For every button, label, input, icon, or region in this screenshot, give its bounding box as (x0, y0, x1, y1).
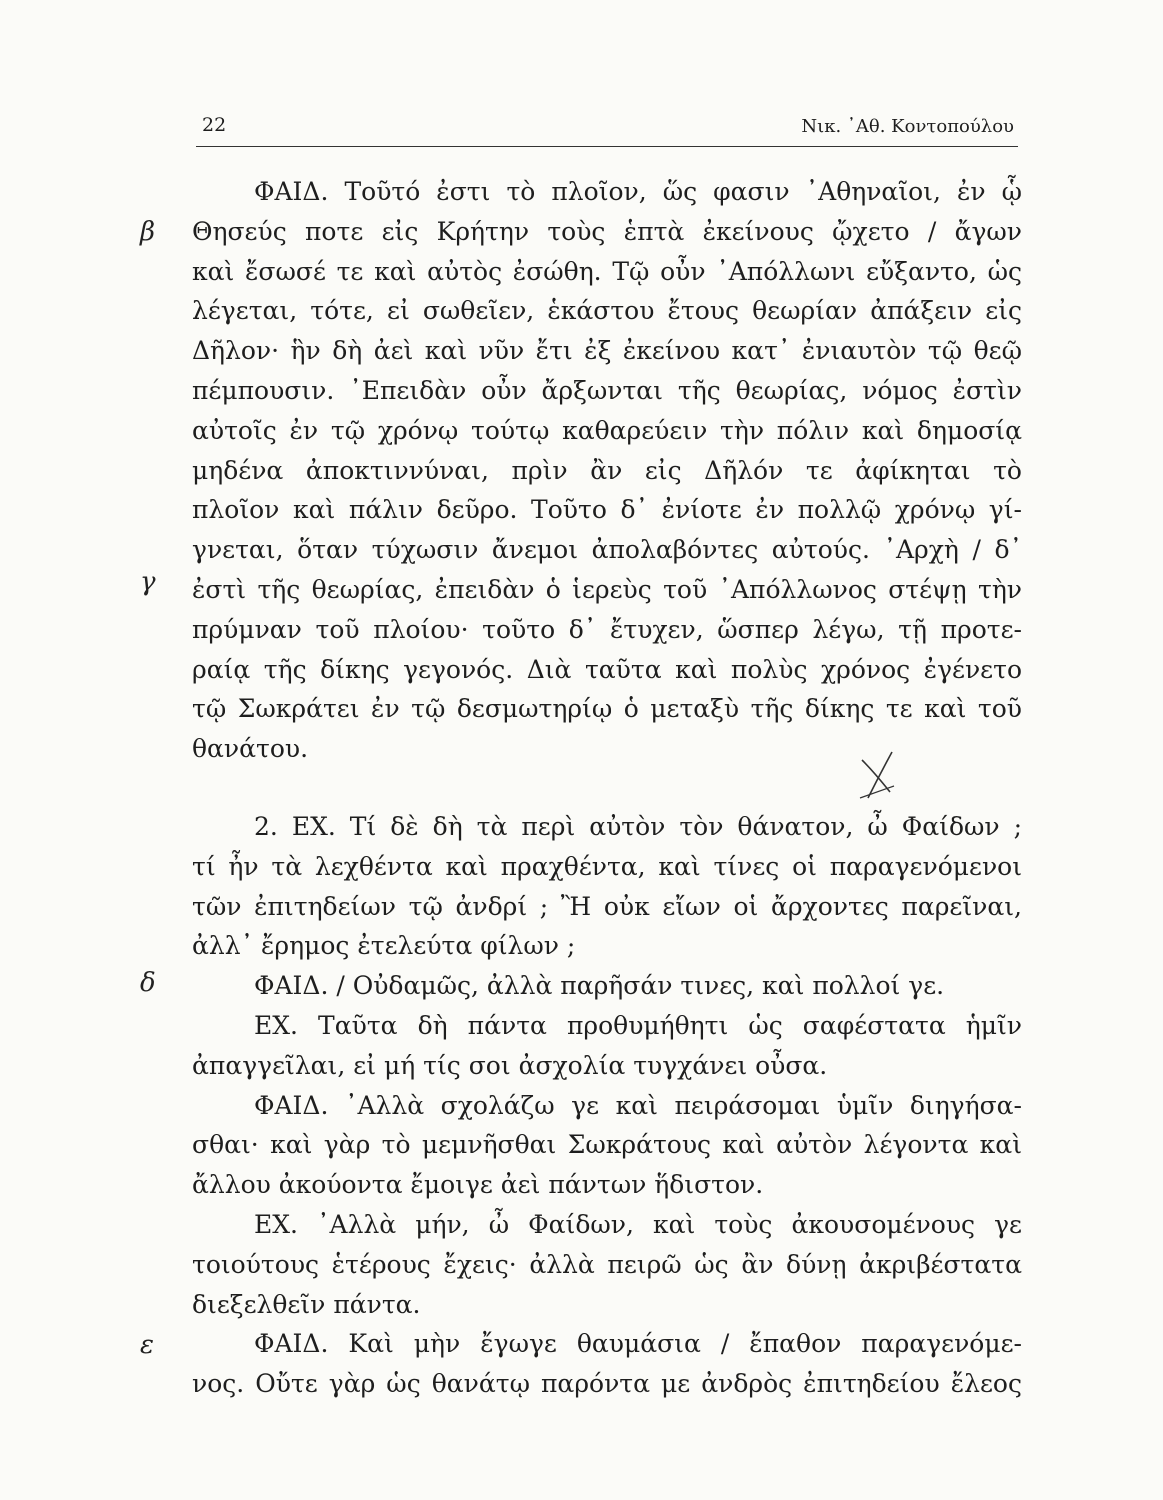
margin-letter-gamma: γ (140, 567, 156, 597)
margin-letter-beta: β (140, 217, 156, 247)
paragraph-echekrates-request (192, 1006, 1022, 1086)
margin-letter-delta: δ (140, 968, 156, 998)
paragraph-echekrates-question (192, 807, 1022, 966)
section-gap (192, 769, 1022, 807)
text-line: τῷ Σωκράτει ἐν τῷ δεσμωτηρίῳ ὁ μεταξὺ τῆς δίκης τε καὶ τοῦ (192, 694, 1022, 724)
text-line: νος. Οὔτε γὰρ ὡς θανάτῳ παρόντα με ἀνδρὸς ἐπιτηδείου ἔλεος (192, 1369, 1022, 1399)
text-line: 2. ΕΧ. Τί δὲ δὴ τὰ περὶ αὐτὸν τὸν θάνατον, ὦ Φαίδων ; (254, 811, 1022, 841)
text-line: πλοῖον καὶ πάλιν δεῦρο. Τοῦτο δ᾿ ἐνίοτε ἐν πολλῷ χρόνῳ γί- (192, 495, 1022, 525)
paragraph-phaidon-leisure (192, 1086, 1022, 1205)
text-line: τῶν ἐπιτηδείων τῷ ἀνδρί ; Ἢ οὐκ εἴων οἱ ἄρχοντες παρεῖναι, (192, 891, 1022, 921)
text-line: Θησεύς ποτε εἰς Κρήτην τοὺς ἑπτὰ ἐκείνους ᾤχετο / ἄγων (192, 216, 1022, 246)
text-line: ΕΧ. Ταῦτα δὴ πάντα προθυμήθητι ὡς σαφέστατα ἡμῖν (254, 1010, 1022, 1040)
text-line: σθαι· καὶ γὰρ τὸ μεμνῆσθαι Σωκράτους καὶ αὐτὸν λέγοντα καὶ (192, 1130, 1022, 1160)
text-line: μηδένα ἀποκτιννύναι, πρὶν ἂν εἰς Δῆλόν τε ἀφίκηται τὸ (192, 455, 1022, 485)
text-line: καὶ ἔσωσέ τε καὶ αὐτὸς ἐσώθη. Τῷ οὖν ᾿Απόλλωνι εὔξαντο, ὡς (192, 256, 1022, 286)
text-line: ΦΑΙΔ. ᾿Αλλὰ σχολάζω γε καὶ πειράσομαι ὑμῖν διηγήσα- (254, 1090, 1022, 1120)
text-line: ἀλλ᾿ ἔρημος ἐτελεύτα φίλων ; (192, 931, 576, 961)
paragraph-phaidon-wonder (192, 1324, 1022, 1404)
paragraph-phaidon-reply (192, 966, 1022, 1006)
text-line: ΦΑΙΔ. / Οὐδαμῶς, ἀλλὰ παρῆσάν τινες, καὶ πολλοί γε. (254, 971, 945, 1001)
main-text (192, 172, 1022, 1404)
text-line: πρύμναν τοῦ πλοίου· τοῦτο δ᾿ ἔτυχεν, ὥσπερ λέγω, τῇ προτε- (192, 614, 1022, 644)
margin-letter-epsilon: ε (140, 1330, 154, 1360)
page-number: 22 (202, 114, 227, 136)
paragraph-phaidon-ship (192, 172, 1022, 769)
running-header (196, 110, 1018, 147)
text-line: τοιούτους ἑτέρους ἔχεις· ἀλλὰ πειρῶ ὡς ἂν δύνῃ ἀκριβέστατα (192, 1249, 1022, 1279)
text-line: ραίᾳ τῆς δίκης γεγονός. Διὰ ταῦτα καὶ πολὺς χρόνος ἐγένετο (192, 654, 1022, 684)
text-line: ΦΑΙΔ. Τοῦτό ἐστι τὸ πλοῖον, ὥς φασιν ᾿Αθηναῖοι, ἐν ᾧ (254, 177, 1022, 206)
text-line: θανάτου. (192, 734, 309, 764)
paragraph-echekrates-listeners (192, 1205, 1022, 1324)
running-head-author: Νικ. ᾿Αθ. Κοντοπούλου (801, 116, 1014, 137)
text-line: γνεται, ὅταν τύχωσιν ἄνεμοι ἀπολαβόντες αὐτούς. ᾿Αρχὴ / δ᾿ (192, 535, 1022, 565)
text-line: ἐστὶ τῆς θεωρίας, ἐπειδὰν ὁ ἱερεὺς τοῦ ᾿Απόλλωνος στέψῃ τὴν (192, 574, 1022, 604)
text-line: πέμπουσιν. ᾿Επειδὰν οὖν ἄρξωνται τῆς θεωρίας, νόμος ἐστὶν (192, 375, 1022, 405)
text-line: ΕΧ. ᾿Αλλὰ μήν, ὦ Φαίδων, καὶ τοὺς ἀκουσομένους γε (254, 1209, 1022, 1239)
text-line: λέγεται, τότε, εἰ σωθεῖεν, ἑκάστου ἔτους θεωρίαν ἀπάξειν εἰς (192, 296, 1022, 326)
text-line: ἀπαγγεῖλαι, εἰ μή τίς σοι ἀσχολία τυγχάνει οὖσα. (192, 1050, 828, 1080)
text-line: ἄλλου ἀκούοντα ἔμοιγε ἀεὶ πάντων ἥδιστον. (192, 1170, 764, 1200)
text-line: διεξελθεῖν πάντα. (192, 1289, 421, 1319)
text-line: τί ἦν τὰ λεχθέντα καὶ πραχθέντα, καὶ τίνες οἱ παραγενόμενοι (192, 851, 1022, 881)
text-line: Δῆλον· ἣν δὴ ἀεὶ καὶ νῦν ἔτι ἐξ ἐκείνου κατ᾿ ἐνιαυτὸν τῷ θεῷ (192, 336, 1022, 366)
text-line: ΦΑΙΔ. Καὶ μὴν ἔγωγε θαυμάσια / ἔπαθον παραγενόμε- (254, 1329, 1022, 1359)
text-line: αὐτοῖς ἐν τῷ χρόνῳ τούτῳ καθαρεύειν τὴν πόλιν καὶ δημοσίᾳ (192, 415, 1022, 445)
